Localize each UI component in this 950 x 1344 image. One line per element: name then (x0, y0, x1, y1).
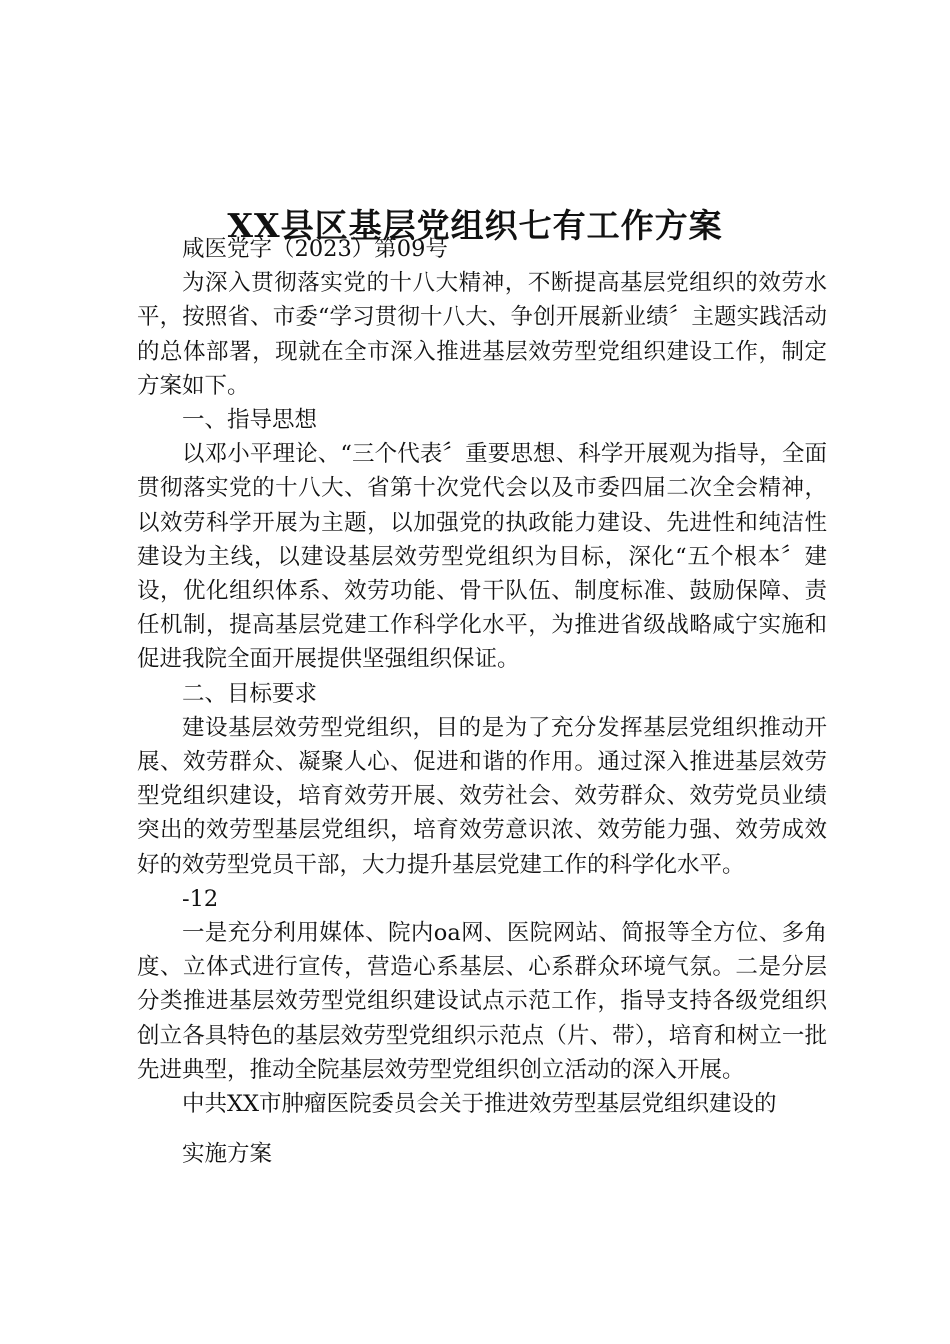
document-body (137, 232, 827, 1171)
measures-paragraph: 一是充分利用媒体、院内oa网、医院网站、简报等全方位、多角度、立体式进行宣传，营造心系基层、心系群众环境气氛。二是分层分类推进基层效劳型党组织建设试点示范工作，指导支持各级党组织创立各具特色的基层效劳型党组织示范点（片、带），培育和树立一批先进典型，推动全院基层效劳型党组织创立活动的深入开展。 (137, 920, 827, 1083)
footer-title-line1: 中共XX市肿瘤医院委员会关于推进效劳型基层党组织建设的 (182, 1091, 777, 1118)
section2-heading: 二、目标要求 (182, 680, 318, 707)
footer-title-line2: 实施方案 (182, 1141, 273, 1168)
section2-paragraph: 建设基层效劳型党组织，目的是为了充分发挥基层党组织推动开展、效劳群众、凝聚人心、促进和谐的作用。通过深入推进基层效劳型党组织建设，培育效劳开展、效劳社会、效劳群众、效劳党员业绩突出的效劳型基层党组织，培育效劳意识浓、效劳能力强、效劳成效好的效劳型党员干部，大力提升基层党建工作的科学化水平。 (137, 714, 827, 878)
document-title: XX县区基层党组织七有工作方案 (227, 206, 723, 246)
doc-number: 咸医党字（2023）第09号 (182, 236, 448, 262)
section1-paragraph: 以邓小平理论、“三个代表〞重要思想、科学开展观为指导，全面贯彻落实党的十八大、省第十次党代会以及市委四届二次全会精神，以效劳科学开展为主题，以加强党的执政能力建设、先进性和纯洁性建设为主线，以建设基层效劳型党组织为目标，深化“五个根本〞建设，优化组织体系、效劳功能、骨干队伍、制度标准、鼓励保障、责任机制，提高基层党建工作科学化水平，为推进省级战略咸宁实施和促进我院全面开展提供坚强组织保证。 (137, 441, 827, 673)
page-marker: -12 (182, 885, 219, 912)
intro-paragraph: 为深入贯彻落实党的十八大精神，不断提高基层党组织的效劳水平，按照省、市委“学习贯彻十八大、争创开展新业绩〞主题实践活动的总体部署，现就在全市深入推进基层效劳型党组织建设工作，制定方案如下。 (137, 270, 827, 399)
section1-heading: 一、指导思想 (182, 407, 318, 434)
